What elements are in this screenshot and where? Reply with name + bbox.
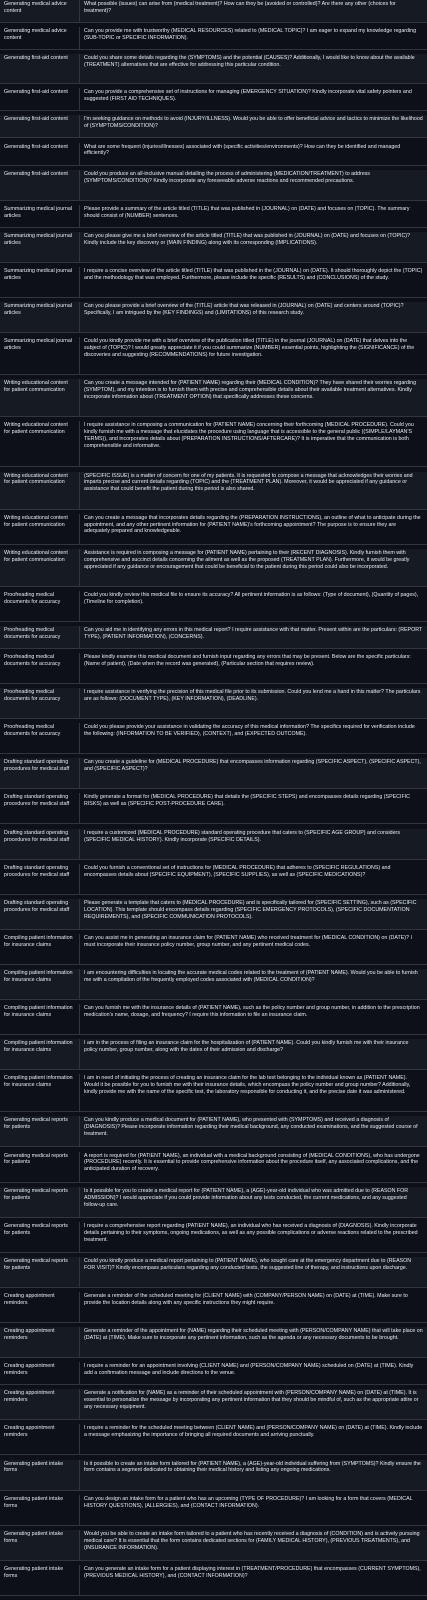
row-category: Generating medical advice content [0, 0, 80, 23]
row-prompt: What possible (issues) can arise from (medical treatment)? How can they be (avoided or controlled)? Are there any other (choices for treatment)? [80, 0, 427, 23]
row-prompt: Could you produce an all-inclusive manual detailing the process of administering (MEDICATION/TREATMENT) to address (SYMPTOMS/CONDITION)? Kindly incorporate any foreseeable adverse reactions and recommended precautions. [80, 170, 427, 201]
row-prompt: I require a concise overview of the article titled (TITLE) that was published in the (JOURNAL) on (DATE). It should thoroughly depict the (TOPIC) and the methodology that was employed. Furthermore, please include the specific (RESULTS) and (CONCLUSIONS) of the study. [80, 267, 427, 298]
row-category: Summarizing medical journal articles [0, 205, 80, 228]
row-category: Creating appointment reminders [0, 1362, 80, 1385]
row-prompt: I require a reminder for an appointment involving (CLIENT NAME) and (PERSON/COMPANY NAME) scheduled on (DATE) at (TIME). Kindly add a confirmation message and include directions to the venue. [80, 1362, 427, 1385]
row-category: Drafting standard operating procedures for medical staff [0, 793, 80, 824]
row-category: Generating medical reports for patients [0, 1116, 80, 1147]
row-category: Generating first-aid content [0, 54, 80, 84]
row-prompt: Could you kindly produce a medical report pertaining to (PATIENT NAME), who sought care at the emergency department due to (REASON FOR VISIT)? Kindly encompass particulars regarding any conducted tests, the suggested line of therapy, and instructions upon discharge. [80, 1257, 427, 1288]
row-prompt: Please generate a template that caters to (MEDICAL PROCEDURE) and is specifically tailored for (SPECIFIC SETTING), such as (SPECIFIC LOCATION). This template should encompass details regarding (SPECIFIC EMERGENCY PROTOCOLS), (SPECIFIC DOCUMENTATION REQUIREMENTS), and (SPECIFIC COMMUNICATION PROTOCOLS). [80, 899, 427, 930]
row-category: Generating medical reports for patients [0, 1152, 80, 1183]
row-category: Proofreading medical documents for accuracy [0, 688, 80, 719]
row-category: Compiling patient information for insurance claims [0, 1039, 80, 1070]
row-prompt: Can you provide a comprehensive set of instructions for managing (EMERGENCY SITUATION)? Kindly incorporate vital safety pointers and suggested (FIRST AID TECHNIQUES). [80, 88, 427, 111]
row-prompt: Can you assist me in generating an insurance claim for (PATIENT NAME) who received treatment for (MEDICAL CONDITION) on (DATE)? I must incorporate their insurance policy number, group number, and any pertinent medical codes. [80, 934, 427, 965]
row-prompt: Would you be able to create an intake form tailored to a patient who has recently received a diagnosis of (CONDITION) and is actively pursuing medical care? It is essential that the form contains dedicated sections for (FAMILY MEDICAL HISTORY), (PREVIOUS TREATMENTS), and (INSURANCE INFORMATION). [80, 1530, 427, 1561]
row-prompt: Kindly generate a format for (MEDICAL PROCEDURE) that details the (SPECIFIC STEPS) and encompasses details regarding (SPECIFIC RISKS) as well as (SPECIFIC POST-PROCEDURE CARE). [80, 793, 427, 824]
row-category: Drafting standard operating procedures for medical staff [0, 829, 80, 860]
row-category: Generating first-aid content [0, 115, 80, 138]
row-prompt: Could you please provide your assistance in validating the accuracy of this medical information? The specifics required for verification include the following: (INFORMATION TO BE VERIFIED), (CONTEXT), and (EXPECTED OUTCOME). [80, 723, 427, 754]
row-category: Writing educational content for patient communication [0, 379, 80, 417]
row-prompt: Please kindly examine this medical document and furnish input regarding any errors that may be present. Below are the specific particulars: (Name of patient), (Date when the record was generated), (Particular section that requires review). [80, 653, 427, 684]
row-prompt: A report is required for (PATIENT NAME), an individual with a medical background consisting of (MEDICAL CONDITIONS), who has undergone (PROCEDURE) recently. It is essential to provide comprehensive information about the procedure itself, any associated complications, and the anticipated duration of recovery. [80, 1152, 427, 1183]
row-category: Drafting standard operating procedures for medical staff [0, 758, 80, 789]
row-prompt: Could you kindly review this medical file to ensure its accuracy? All pertinent information is as follows: (Type of document), (Quantity of pages), (Timeline for completion). [80, 591, 427, 622]
row-category: Drafting standard operating procedures for medical staff [0, 899, 80, 930]
row-prompt: I am in the process of filing an insurance claim for the hospitalization of (PATIENT NAME). Could you kindly furnish me with their insurance policy number, group number, along with the dates of their admission and discharge? [80, 1039, 427, 1070]
row-category: Summarizing medical journal articles [0, 267, 80, 298]
row-category: Writing educational content for patient communication [0, 549, 80, 587]
row-category: Writing educational content for patient communication [0, 421, 80, 467]
row-prompt: Can you furnish me with the insurance details of (PATIENT NAME), such as the policy number and group number, in addition to the prescription medication's name, dosage, and frequency? I require this information to file an insurance claim. [80, 1004, 427, 1035]
row-category: Compiling patient information for insurance claims [0, 1074, 80, 1112]
row-category: Creating appointment reminders [0, 1424, 80, 1455]
row-category: Generating medical advice content [0, 27, 80, 50]
row-category: Proofreading medical documents for accuracy [0, 591, 80, 622]
row-category: Proofreading medical documents for accuracy [0, 626, 80, 649]
row-category: Summarizing medical journal articles [0, 232, 80, 263]
row-prompt: Generate a reminder of the scheduled meeting for (CLIENT NAME) with (COMPANY/PERSON NAME) on (DATE) at (TIME). Make sure to provide the location details along with any specific instructions they might require. [80, 1292, 427, 1323]
row-prompt: Can you aid me in identifying any errors in this medical report? I require assistance with that matter. Present within are the particulars: (REPORT TYPE), (PATIENT INFORMATION), (CONCERNS). [80, 626, 427, 649]
row-category: Summarizing medical journal articles [0, 302, 80, 333]
row-prompt: Can you create a message intended for (PATIENT NAME) regarding their (MEDICAL CONDITION)? They have shared their worries regarding (SYMPTOM), and my intention is to furnish them with precise and comprehensible details about their available treatment alternatives. Kindly incorporate information about (TREATMENT OPTION) that specifically addresses these concerns. [80, 379, 427, 417]
row-prompt: What are some frequent (injuries/illnesses) associated with (specific activities/environments)? How can they be identified and managed efficiently? [80, 143, 427, 166]
row-category: Compiling patient information for insurance claims [0, 934, 80, 965]
row-prompt: I require a customized (MEDICAL PROCEDURE) standard operating procedure that caters to (SPECIFIC AGE GROUP) and considers (SPECIFIC MEDICAL HISTORY). Kindly incorporate (SPECIFIC DETAILS). [80, 829, 427, 860]
row-prompt: Please provide a summary of the article titled (TITLE) that was published in (JOURNAL) on (DATE) and focuses on (TOPIC). The summary should consist of (NUMBER) sentences. [80, 205, 427, 228]
row-category: Creating appointment reminders [0, 1292, 80, 1323]
row-prompt: I require a reminder for the scheduled meeting between (CLIENT NAME) and (PERSON/COMPANY NAME) on (DATE) at (TIME). Kindly include a message emphasizing the importance of bringing all required documents and arriving punctually. [80, 1424, 427, 1455]
row-category: Generating first-aid content [0, 170, 80, 201]
row-prompt: Can you provide me with trustworthy (MEDICAL RESOURCES) related to (MEDICAL TOPIC)? I am eager to expand my knowledge regarding (SUB-TOPIC or SPECIFIC INFORMATION). [80, 27, 427, 50]
row-prompt: Can you kindly produce a medical document for (PATIENT NAME), who presented with (SYMPTOMS) and received a diagnosis of (DIAGNOSIS)? Please incorporate information regarding their medical background, any conducted examinations, and the suggested course of treatment. [80, 1116, 427, 1147]
row-category: Compiling patient information for insurance claims [0, 1004, 80, 1035]
row-category: Generating medical reports for patients [0, 1187, 80, 1218]
row-prompt: Can you design an intake form for a patient who has an upcoming (TYPE OF PROCEDURE)? I am looking for a form that covers (MEDICAL HISTORY QUESTIONS), (ALLERGIES), and (CONTACT INFORMATION). [80, 1495, 427, 1526]
row-prompt: Can you please give me a brief overview of the article titled (TITLE) that was published in (JOURNAL) on (DATE) and focuses on (TOPIC)? Kindly include the key discovery or (MAIN FINDING) along with its corresponding (IMPLICATIONS). [80, 232, 427, 263]
row-prompt: Is it possible for you to create a medical report for (PATIENT NAME), a (AGE)-year-old individual who was admitted due to (REASON FOR ADMISSION)? I would appreciate if you could provide information about any tests conducted, the current medications, and any suggested follow-up care. [80, 1187, 427, 1218]
row-prompt: Is it possible to create an intake form tailored for (PATIENT NAME), a (AGE)-year-old individual suffering from (SYMPTOMS)? Kindly ensure the form contains a segment dedicated to obtaining their medical history and listing any ongoing medications. [80, 1460, 427, 1491]
row-category: Generating medical reports for patients [0, 1257, 80, 1288]
row-category: Writing educational content for patient communication [0, 514, 80, 545]
row-prompt: Could you kindly provide me with a brief overview of the publication titled (TITLE) in the journal (JOURNAL) on (DATE) that delves into the subject of (TOPIC)? I would greatly appreciate it if you could summarize (NUMBER) essential points, highlighting the (SIGNIFICANCE) of the discoveries and suggesting (RECOMMENDATIONS) for future investigation. [80, 337, 427, 375]
row-category: Writing educational content for patient communication [0, 472, 80, 510]
row-category: Creating appointment reminders [0, 1389, 80, 1420]
row-category: Proofreading medical documents for accuracy [0, 723, 80, 754]
row-prompt: Generate a reminder of the appointment for (NAME) regarding their scheduled meeting with (PERSON/COMPANY NAME) that will take place on (DATE) at (TIME). Make sure to incorporate any pertinent information, such as the agenda or any necessary documents to be brought. [80, 1327, 427, 1358]
row-category: Generating patient intake forms [0, 1565, 80, 1596]
row-prompt: Can you please provide a brief overview of the (TITLE) article that was released in (JOURNAL) on (DATE) and centers around (TOPIC)? Specifically, I am intrigued by the (KEY FINDINGS) and (LIMITATIONS) of this research study. [80, 302, 427, 333]
row-category: Generating patient intake forms [0, 1460, 80, 1491]
row-category: Generating first-aid content [0, 88, 80, 111]
row-category: Creating appointment reminders [0, 1327, 80, 1358]
row-prompt: I am encountering difficulties in locating the accurate medical codes related to the treatment of (PATIENT NAME). Would you be able to furnish me with a compilation of the frequently employed codes associated with (MEDICAL CONDITION)? [80, 969, 427, 1000]
row-category: Generating first-aid content [0, 143, 80, 166]
row-category: Proofreading medical documents for accuracy [0, 653, 80, 684]
row-prompt: I require a comprehensive report regarding (PATIENT NAME), an individual who has received a diagnosis of (DIAGNOSIS). Kindly incorporate details pertaining to their symptoms, ongoing medications, as well as any possible complications or adverse reactions related to the prescribed treatment. [80, 1222, 427, 1253]
row-prompt: Could you furnish a conventional set of instructions for (MEDICAL PROCEDURE) that adheres to (SPECIFIC REGULATIONS) and encompasses details about (SPECIFIC EQUIPMENT), (SPECIFIC SUPPLIES), as well as (SPECIFIC MEDICATIONS)? [80, 864, 427, 895]
row-prompt: Could you share some details regarding the (SYMPTOMS) and the potential (CAUSES)? Additionally, I would like to know about the available (TREATMENT) alternatives that are effective for addressing this particular condition. [80, 54, 427, 84]
row-prompt: Assistance is required in composing a message for (PATIENT NAME) pertaining to their (RECENT DIAGNOSIS). Kindly furnish them with comprehensive and succinct details concerning the ailment as well as the proposed (TREATMENT PLAN). Furthermore, it would be greatly appreciated if any guidance or encouragement that could be beneficial to the patient during this period could also be incorporated. [80, 549, 427, 587]
row-prompt: Can you generate an intake form for a patient displaying interest in (TREATMENT/PROCEDURE) that encompasses (CURRENT SYMPTOMS), (PREVIOUS MEDICAL HISTORY), and (CONTACT INFORMATION)? [80, 1565, 427, 1596]
row-category: Drafting standard operating procedures for medical staff [0, 864, 80, 895]
row-prompt: I am in need of initiating the process of creating an insurance claim for the lab test belonging to the individual known as (PATIENT NAME). Would it be possible for you to furnish me with their insurance details, which encompass the policy number and group number? Additionally, kindly provide me with the name of the specific test, the laboratory responsible for conducting it, and the precise date it was administered. [80, 1074, 427, 1112]
row-prompt: I'm seeking guidance on methods to avoid (INJURY/ILLNESS). Would you be able to offer beneficial advice and tactics to minimize the likelihood of (SYMPTOMS/CONDITION)? [80, 115, 427, 138]
row-category: Compiling patient information for insurance claims [0, 969, 80, 1000]
row-category: Summarizing medical journal articles [0, 337, 80, 375]
row-prompt: I require assistance in verifying the precision of this medical file prior to its submission. Could you lend me a hand in this matter? The particulars are as follows: (DOCUMENT TYPE), (KEY INFORMATION), (DEADLINE). [80, 688, 427, 719]
row-category: Generating patient intake forms [0, 1530, 80, 1561]
row-prompt: Can you create a guideline for (MEDICAL PROCEDURE) that encompasses information regarding (SPECIFIC ASPECT), (SPECIFIC ASPECT), and (SPECIFIC ASPECT)? [80, 758, 427, 789]
row-prompt: (SPECIFIC ISSUE) is a matter of concern for one of my patients. It is requested to compose a message that acknowledges their worries and imparts precise and current details regarding (TOPIC) and the (TREATMENT PLAN). Moreover, it would be appreciated if any guidance or assistance that could benefit the patient during this period is also shared. [80, 472, 427, 510]
row-prompt: Generate a notification for (NAME) as a reminder of their scheduled appointment with (PERSON/COMPANY NAME) on (DATE) at (TIME). It is essential to personalize the message by incorporating any pertinent information that they should be mindful of, such as the appropriate attire or any necessary equipment. [80, 1389, 427, 1420]
row-prompt: Can you create a message that incorporates details regarding the (PREPARATION INSTRUCTIONS), an outline of what to anticipate during the appointment, and any other pertinent information for (PATIENT NAME)'s forthcoming appointment? The purpose is to ensure they are adequately prepared and knowledgeable. [80, 514, 427, 545]
row-category: Generating patient intake forms [0, 1495, 80, 1526]
row-category: Generating medical reports for patients [0, 1222, 80, 1253]
row-prompt: I require assistance in composing a communication for (PATIENT NAME) concerning their forthcoming (MEDICAL PROCEDURE). Could you kindly furnish me with a message that elucidates the procedure using language that is accessible to the general public ((SIMPLE/LAYMAN'S TERMS)), and incorporates details about (PREPARATION INSTRUCTIONS/AFTERCARE)? It is imperative that the communication is both comprehensible and informative. [80, 421, 427, 467]
